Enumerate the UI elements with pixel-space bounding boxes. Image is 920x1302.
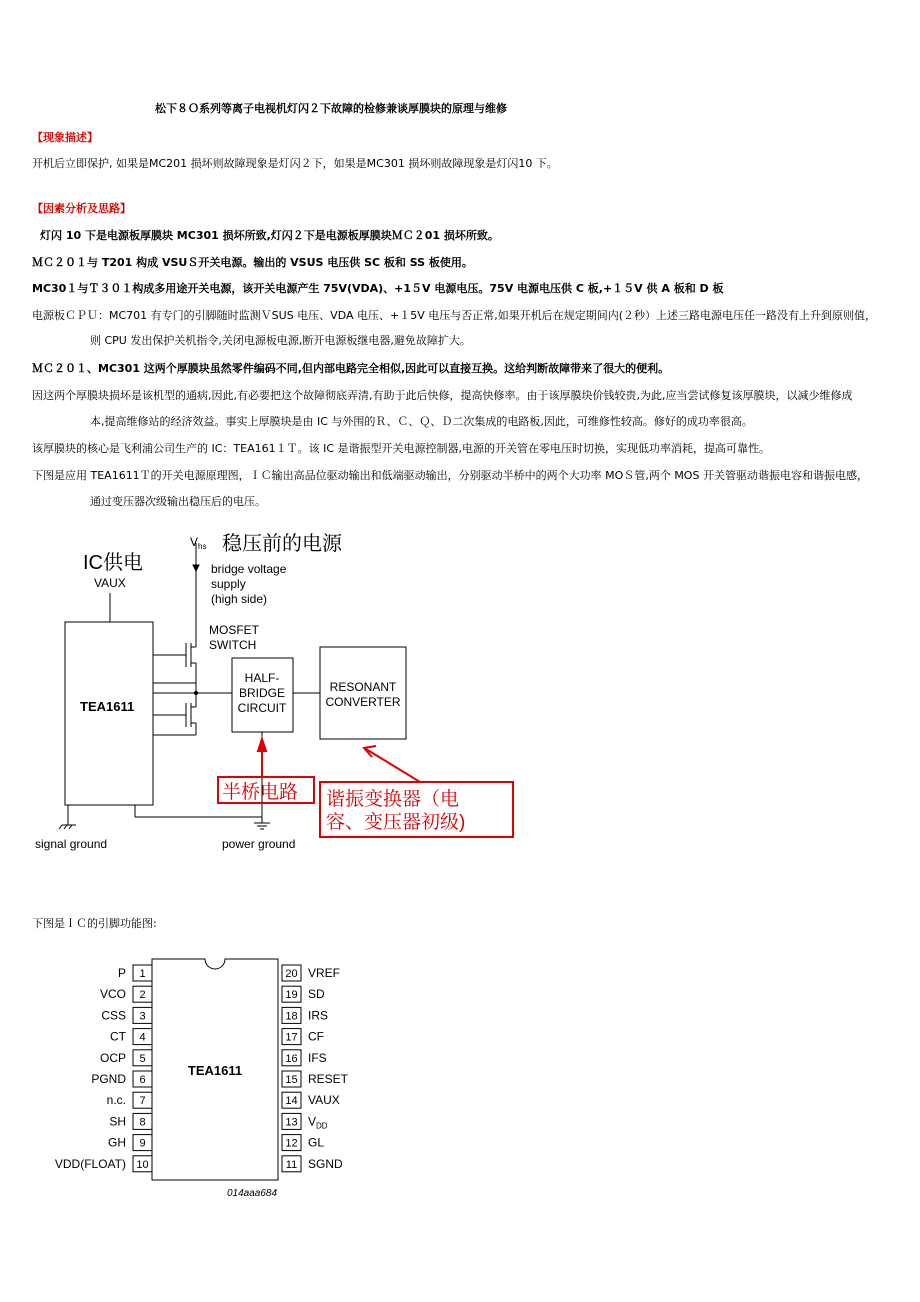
resonant-cn-line2: 容、变压器初级) [326,812,466,833]
pin-1 [118,965,152,981]
paragraph-1: 灯闪 10 下是电源板厚膜块 MC301 损坏所致,灯闪２下是电源板厚膜块ＭＣ２01 损坏所致。 [40,229,499,242]
pin-number: 17 [285,1031,298,1044]
pin-name: SGND [308,1156,343,1171]
pin-name: SH [109,1114,126,1129]
pin-18 [282,1007,328,1023]
pinout-diagram [0,950,920,1210]
pin-number: 11 [285,1158,298,1171]
pin-number: 14 [285,1095,298,1108]
pin-11 [282,1156,343,1172]
mosfet-label-line2: SWITCH [209,638,257,652]
paragraph-8-cont: 通过变压器次级输出稳压后的电压。 [90,495,266,508]
power-ground-label: power ground [222,837,296,851]
paragraph-6-cont: 本,提高维修站的经济效益。事实上厚膜块是由 IC 与外围的Ｒ、Ｃ、Ｑ、Ｄ二次集成的电路板,因此，可维修性较高。修好的成功率很高。 [90,415,753,428]
pin-name: SD [308,987,325,1002]
half-bridge-line2: BRIDGE [238,686,286,700]
pin-name: GL [308,1135,325,1150]
paragraph-5: ＭＣ２０１、MC301 这两个厚膜块虽然零件编码不同,但内部电路完全相似,因此可以直接互换。这给判断故障带来了很大的便利。 [32,362,670,375]
pin-number: 20 [285,968,298,980]
pin-name: CSS [101,1008,126,1023]
pin-number: 10 [136,1158,149,1171]
pin-name: VCO [99,987,126,1002]
pin-name: VDD(FLOAT) [54,1156,126,1171]
paragraph-8: 下图是应用 TEA1611Ｔ的开关电源原理图，ＩＣ输出高品位驱动输出和低端驱动输出，分别驱动半桥中的两个大功率 MOＳ管,两个 MOS 开关管驱动谐振电容和谐振电感， [32,469,868,482]
pin-number: 8 [139,1116,146,1129]
pin-2 [100,986,152,1002]
pin-number: 6 [139,1074,146,1086]
bridge-supply-line2: supply [211,577,246,591]
half-bridge-line1: HALF- [244,671,280,685]
pin-12 [282,1135,324,1151]
pin-name: IFS [308,1050,327,1065]
pin-number: 12 [285,1137,298,1150]
pin-15 [282,1071,349,1087]
pin-name: VAUX [308,1093,340,1108]
pin-number: 7 [139,1095,146,1108]
section-heading-symptom: 【现象描述】 [32,131,98,144]
pin-14 [282,1092,340,1108]
pin-number: 16 [285,1052,298,1065]
pin-name: RESET [308,1072,349,1086]
pin-number: 4 [139,1031,146,1044]
pin-number: 18 [285,1010,298,1023]
pin-16 [282,1050,327,1066]
section-heading-analysis: 【因素分析及思路】 [32,202,131,215]
bridge-supply-line3: (high side) [211,592,268,606]
ic-power-label: IC供电 [83,552,143,574]
pin-number: 3 [139,1010,146,1023]
pin-8 [109,1113,152,1129]
pin-name: VREF [308,966,341,980]
pin-17 [282,1029,324,1045]
pin-6 [91,1071,152,1087]
pin-number: 5 [139,1052,146,1065]
vhs-cn-label: 稳压前的电源 [222,533,342,555]
pin-name: CT [110,1029,126,1044]
pin-number: 13 [285,1116,298,1129]
vhs-label: $V_{hs}$ [190,535,207,551]
resonant-cn-line1: 谐振变换器（电 [326,789,460,810]
pin-number: 15 [285,1074,298,1086]
pin-5 [100,1050,152,1066]
paragraph-4-cont: 则 CPU 发出保护关机指令,关闭电源板电源,断开电源板继电器,避免故障扩大。 [90,334,471,347]
resonant-line2: CONVERTER [325,695,401,709]
pin-number: 9 [139,1137,146,1150]
pin-4 [110,1029,152,1045]
pin-intro: 下图是ＩＣ的引脚功能图: [32,917,157,930]
paragraph-3: MC30１与Ｔ３０１构成多用途开关电源，该开关电源产生 75V(VDA)、+1５V 电源电压。75V 电源电压供 C 板,+１５V 供 A 板和 D 板 [32,282,724,295]
paragraph-2: ＭＣ２０１与 T201 构成 VSUＳ开关电源。输出的 VSUS 电压供 SC 板和 SS 板使用。 [32,256,473,269]
pin-9 [108,1135,152,1151]
paragraph-4: 电源板ＣＰＵ：MC701 有专门的引脚随时监测ＶSUS 电压、VDA 电压、+１5V 电压与否正常,如果开机后在规定期间内(２秒）上述三路电源电压任一路没有上升到原则值， [32,309,877,322]
symptom-text: 开机后立即保护, 如果是MC201 损坏则故障现象是灯闪２下，如果是MC301 损坏则故障现象是灯闪10 下。 [32,157,558,170]
pin-10 [55,1156,152,1172]
pin-name: GH [108,1135,126,1150]
pin-name: PGND [91,1072,126,1086]
pin-3 [101,1007,152,1023]
half-bridge-line3: CIRCUIT [237,701,287,715]
paragraph-6: 因这两个厚膜块损坏是该机型的通病,因此,有必要把这个故障彻底弄清,有助于此后快修，提高快修率。由于该厚膜块价钱较贵,为此,应当尝试修复该厚膜块，以减少维修成 [32,389,853,402]
resonant-line1: RESONANT [329,680,397,694]
doc-title: 松下８Ｏ系列等离子电视机灯闪２下故障的检修兼谈厚膜块的原理与维修 [155,102,507,115]
vaux-label: VAUX [94,576,126,590]
pin-number: 1 [139,968,146,980]
pin-20 [282,965,340,981]
signal-ground-label: signal ground [35,837,108,851]
pin-number: 2 [139,989,146,1002]
mosfet-label-line1: MOSFET [209,623,259,637]
half-bridge-cn-label: 半桥电路 [222,782,299,803]
pinout-code: 014aaa684 [226,1188,278,1199]
pin-name: n.c. [106,1093,126,1108]
pin-name: $V_{DD}$ [308,1114,328,1131]
pin-name: P [117,966,126,980]
power-supply-schematic [0,525,920,855]
pin-7 [107,1092,152,1108]
pin-19 [282,986,325,1002]
pin-name: IRS [308,1008,329,1023]
pinout-ic-label: TEA1611 [187,1063,243,1078]
bridge-supply-line1: bridge voltage [211,562,287,576]
schematic-ic-label: TEA1611 [80,699,135,714]
pin-name: OCP [99,1050,126,1065]
pin-13 [282,1113,328,1130]
pin-number: 19 [285,989,298,1002]
paragraph-7: 该厚膜块的核心是飞利浦公司生产的 IC：TEA161１Ｔ。该 IC 是谐振型开关电源控制器,电源的开关管在零电压时切换，实现低功率消耗，提高可靠性。 [32,442,771,455]
pin-name: CF [308,1029,324,1044]
